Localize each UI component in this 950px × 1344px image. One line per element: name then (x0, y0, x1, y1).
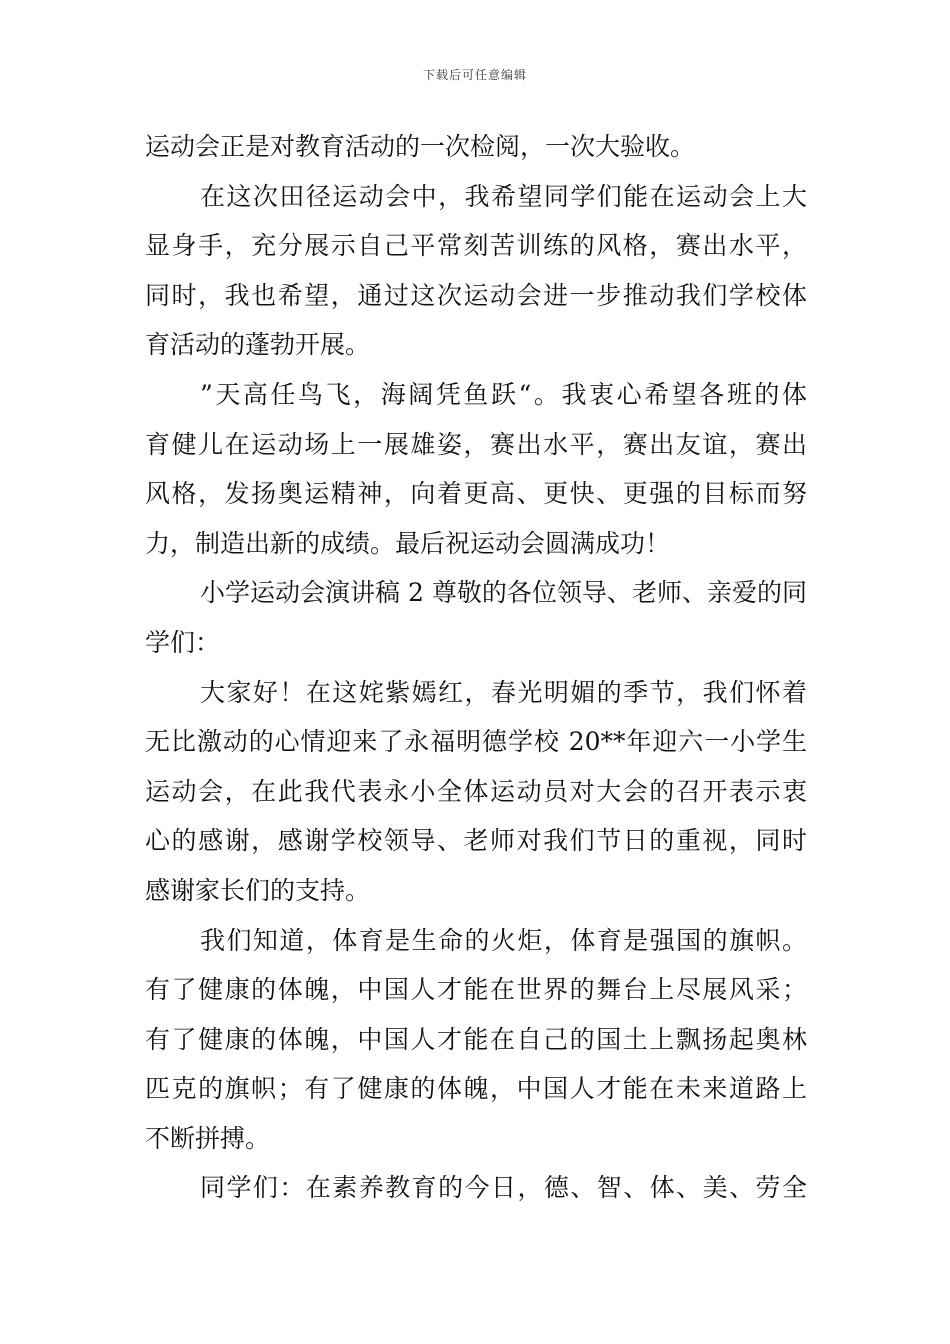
text-line: 力，制造出新的成绩。最后祝运动会圆满成功！ (145, 528, 671, 558)
text-line: 小学运动会演讲稿 2 尊敬的各位领导、老师、亲爱的同 (200, 578, 807, 608)
text-line: 育健儿在运动场上一展雄姿，赛出水平，赛出友谊，赛出 (145, 429, 807, 459)
text-line: 同学们：在素养教育的今日，德、智、体、美、劳全 (200, 1173, 807, 1203)
text-line: 在这次田径运动会中，我希望同学们能在运动会上大 (200, 181, 807, 211)
text-line: ”天高任鸟飞，海阔凭鱼跃“。我衷心希望各班的体 (200, 379, 807, 409)
text-line: 育活动的蓬勃开展。 (145, 330, 371, 360)
text-line: 学们： (145, 627, 221, 657)
text-line: 大家好！在这姹紫嫣红，春光明媚的季节，我们怀着 (200, 677, 807, 707)
document-body (145, 128, 807, 1219)
text-line: 心的感谢，感谢学校领导、老师对我们节日的重视，同时 (145, 826, 807, 856)
page-header-note: 下载后可任意编辑 (422, 68, 527, 82)
text-line: 无比激动的心情迎来了永福明德学校 20**年迎六一小学生 (145, 727, 807, 757)
text-line: 有了健康的体魄，中国人才能在世界的舞台上尽展风采； (145, 975, 807, 1005)
text-line: 风格，发扬奥运精神，向着更高、更快、更强的目标而努 (145, 479, 807, 509)
text-line: 感谢家长们的支持。 (145, 875, 371, 905)
text-line: 运动会正是对教育活动的一次检阅，一次大验收。 (145, 132, 696, 161)
text-line: 运动会，在此我代表永小全体运动员对大会的召开表示衷 (145, 776, 807, 806)
text-line: 匹克的旗帜；有了健康的体魄，中国人才能在未来道路上 (145, 1074, 807, 1104)
text-line: 我们知道，体育是生命的火炬，体育是强国的旗帜。 (200, 925, 807, 955)
text-line: 显身手，充分展示自己平常刻苦训练的风格，赛出水平， (145, 231, 807, 261)
text-line: 不断拼搏。 (145, 1123, 271, 1153)
text-line: 有了健康的体魄，中国人才能在自己的国土上飘扬起奥林 (145, 1024, 807, 1054)
text-line: 同时，我也希望，通过这次运动会进一步推动我们学校体 (145, 280, 807, 310)
